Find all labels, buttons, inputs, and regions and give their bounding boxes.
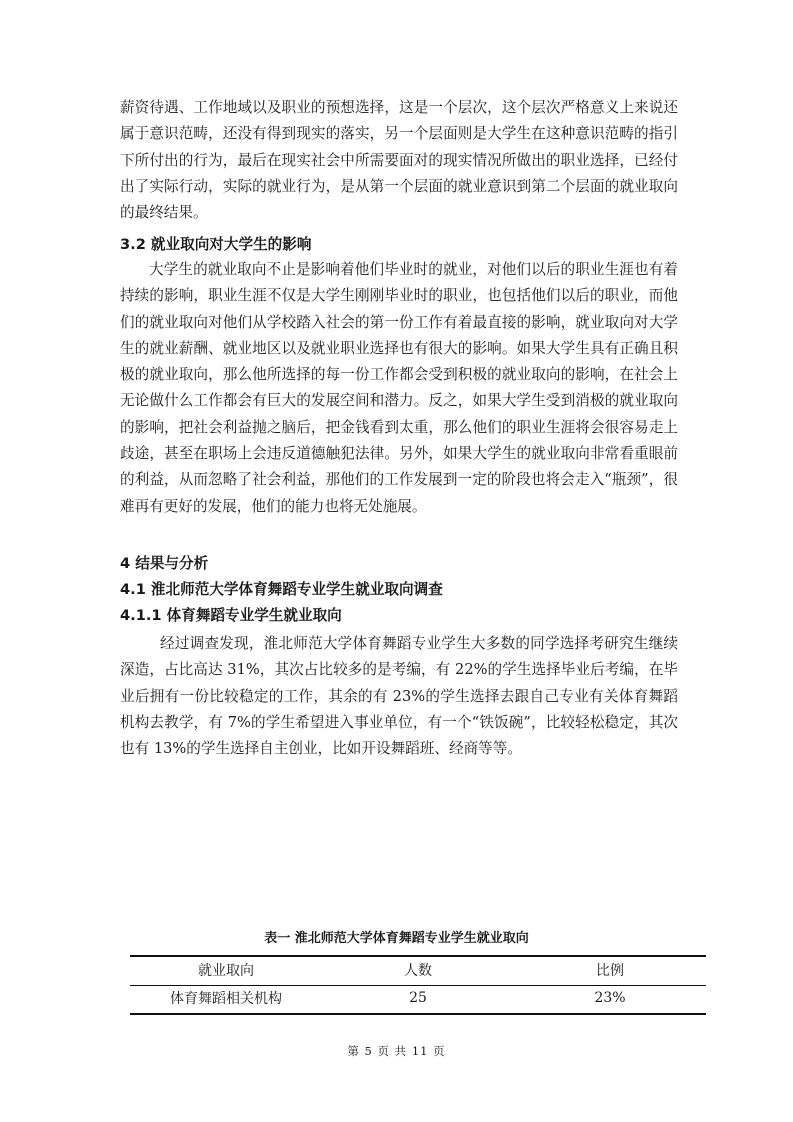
heading-text: 4 结果与分析: [120, 555, 209, 572]
table-row: [130, 984, 706, 1012]
paragraph-survey: [120, 631, 678, 762]
section-heading-3-2: [120, 233, 678, 257]
paragraph-influence: [120, 257, 678, 520]
paragraph-intro: [120, 95, 678, 226]
heading-text: 4.1 淮北师范大学体育舞蹈专业学生就业取向调查: [120, 581, 443, 598]
heading-text: 4.1.1 体育舞蹈专业学生就业取向: [120, 607, 342, 624]
table-header-cell: 就业取向: [198, 963, 254, 979]
section-heading-4-1: [120, 578, 678, 602]
table-caption: 表一 淮北师范大学体育舞蹈专业学生就业取向: [264, 931, 529, 946]
paragraph-text: 薪资待遇、工作地域以及职业的预想选择，这是一个层次，这个层次严格意义上来说还属于意识范畴，还没有得到现实的落实，另一个层面则是大学生在这种意识范畴的指引下所付出的行为，最后在现实社会中所需要面对的现实情况所做出的职业选择，已经付出了实际行动，实际的就业行为，是从第一个层面的就业意识到第二个层面的就业取向的最终结果。: [120, 99, 678, 222]
table-header-cell: 人数: [404, 963, 432, 979]
paragraph-text: 经过调查发现，淮北师范大学体育舞蹈专业学生大多数的同学选择考研究生继续深造，占比高达 31%，其次占比较多的是考编，有 22%的学生选择毕业后考编，在毕业后拥有一份比较稳定的工作，其余的有 23%的学生选择去跟自己专业有关体育舞蹈机构去教学，有 7%的学生希望进入事业单位，有一个“铁饭碗”，比较轻松稳定，其次也有 13%的学生选择自主创业，比如开设舞蹈班、经商等等。: [120, 635, 678, 758]
section-heading-4: [120, 552, 678, 576]
table-header-cell: 比例: [596, 963, 624, 979]
heading-text: 3.2 就业取向对大学生的影响: [120, 236, 312, 253]
employment-table: [130, 956, 706, 1012]
page-footer: 第 5 页 共 11 页: [347, 1044, 446, 1058]
table-bottom-rule: [130, 1013, 706, 1015]
table-cell: 25: [409, 990, 427, 1006]
section-heading-4-1-1: [120, 604, 678, 628]
table-cell: 23%: [594, 990, 626, 1006]
paragraph-text: 大学生的就业取向不止是影响着他们毕业时的就业，对他们以后的职业生涯也有着持续的影响，职业生涯不仅是大学生刚刚毕业时的职业，也包括他们以后的职业，而他们的就业取向对他们从学校踏入社会的第一份工作有着最直接的影响，就业取向对大学生的就业薪酬、就业地区以及就业职业选择也有很大的影响。如果大学生具有正确且积极的就业取向，那么他所选择的每一份工作都会受到积极的就业取向的影响，在社会上无论做什么工作都会有巨大的发展空间和潜力。反之，如果大学生受到消极的就业取向的影响，把社会利益抛之脑后，把金钱看到太重，那么他们的职业生涯将会很容易走上歧途，甚至在职场上会违反道德触犯法律。另外，如果大学生的就业取向非常看重眼前的利益，从而忽略了社会利益，那他们的工作发展到一定的阶段也将会走入“瓶颈”，很难再有更好的发展，他们的能力也将无处施展。: [120, 261, 678, 515]
table-cell: 体育舞蹈相关机构: [170, 991, 282, 1007]
table-header-row: [130, 956, 706, 984]
